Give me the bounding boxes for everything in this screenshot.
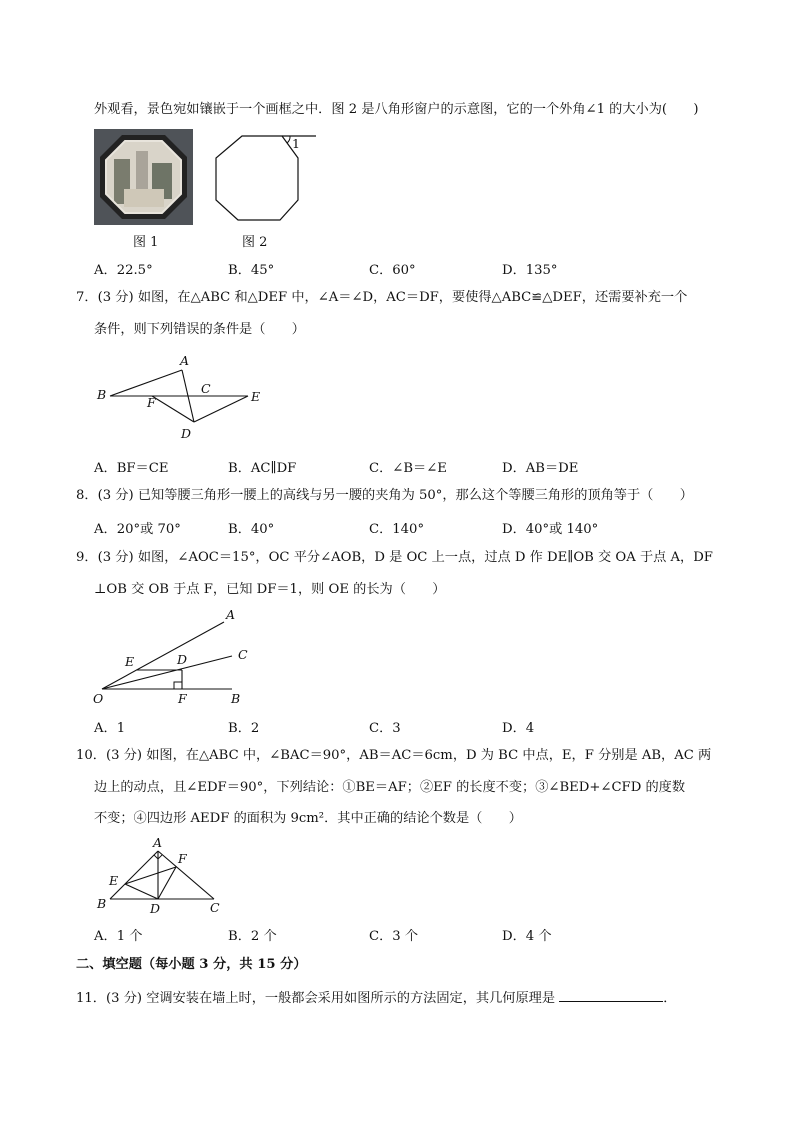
q10-label-c: C [210, 900, 220, 915]
q9-label-c: C [238, 647, 248, 662]
q7-option-d[interactable]: D．AB＝DE [502, 461, 579, 476]
q6-option-a[interactable]: A．22.5° [94, 263, 153, 278]
octagon-shape [216, 136, 298, 220]
q8-option-a[interactable]: A．20°或 70° [94, 522, 181, 537]
q7-stem-line2: 条件，则下列错误的条件是（ ） [94, 322, 305, 337]
q6-option-b[interactable]: B．45° [228, 263, 275, 278]
q11-stem-text: 11．(3 分) 空调安装在墙上时，一般都会采用如图所示的方法固定，其几何原理是 [76, 991, 556, 1006]
q10-label-f: F [178, 851, 187, 866]
q6-option-c[interactable]: C．60° [369, 263, 416, 278]
octagon-window-photo [94, 129, 193, 225]
q7-diagram [94, 352, 274, 442]
q10-diagram [94, 834, 234, 919]
angle-arc [287, 136, 290, 143]
q7-option-b[interactable]: B．AC∥DF [228, 461, 297, 476]
q8-option-c[interactable]: C．140° [369, 522, 425, 537]
q9-option-d[interactable]: D．4 [502, 721, 535, 736]
q10-option-d[interactable]: D．4 个 [502, 929, 552, 944]
q7-label-f: F [147, 395, 156, 410]
q9-label-a: A [226, 607, 236, 622]
q11-answer-blank[interactable] [559, 987, 663, 1002]
fig1-caption: 图 1 [133, 235, 159, 250]
q8-option-b[interactable]: B．40° [228, 522, 275, 537]
q7-label-b: B [97, 387, 107, 402]
q10-option-c[interactable]: C．3 个 [369, 929, 419, 944]
q10-option-a[interactable]: A．1 个 [94, 929, 143, 944]
angle-1-label: 1 [292, 136, 300, 151]
q9-option-b[interactable]: B．2 [228, 721, 260, 736]
q10-label-d: D [150, 901, 161, 916]
q9-label-b: B [231, 691, 241, 706]
q10-stem-line1: 10．(3 分) 如图，在△ABC 中，∠BAC＝90°，AB＝AC＝6cm，D 为 BC 中点，E，F 分别是 AB，AC 两 [76, 748, 712, 763]
octagon-diagram [210, 128, 330, 228]
q9-label-o: O [93, 691, 104, 706]
q6-option-d[interactable]: D．135° [502, 263, 558, 278]
q9-label-d: D [177, 652, 188, 667]
fig2-caption: 图 2 [242, 235, 268, 250]
q6-stem-line: 外观看，景色宛如镶嵌于一个画框之中．图 2 是八角形窗户的示意图，它的一个外角∠1 的大小为( ) [94, 102, 699, 117]
q8-option-d[interactable]: D．40°或 140° [502, 522, 599, 537]
q9-stem-line2: ⊥OB 交 OB 于点 F，已知 DF＝1，则 OE 的长为（ ） [94, 582, 446, 597]
q10-stem-line3: 不变；④四边形 AEDF 的面积为 9cm²．其中正确的结论个数是（ ） [94, 811, 522, 826]
q10-stem-line2: 边上的动点，且∠EDF＝90°，下列结论：①BE＝AF；②EF 的长度不变；③∠BED+∠CFD 的度数 [94, 780, 686, 795]
q9-diagram [92, 605, 262, 715]
q9-stem-line1: 9．(3 分) 如图，∠AOC＝15°，OC 平分∠AOB，D 是 OC 上一点，过点 D 作 DE∥OB 交 OA 于点 A，DF [76, 550, 713, 565]
q7-option-c[interactable]: C．∠B＝∠E [369, 461, 447, 476]
q11-stem-line [76, 987, 676, 1008]
q10-label-a: A [153, 835, 163, 850]
section-fill-in-title: 二、填空题（每小题 3 分，共 15 分） [76, 957, 307, 972]
q7-label-c: C [201, 381, 211, 396]
q7-label-d: D [181, 426, 192, 441]
q9-label-f: F [178, 691, 187, 706]
q9-option-a[interactable]: A．1 [94, 721, 126, 736]
q10-label-b: B [97, 896, 107, 911]
q9-label-e: E [125, 654, 135, 669]
q8-stem-line: 8．(3 分) 已知等腰三角形一腰上的高线与另一腰的夹角为 50°，那么这个等腰三角形的顶角等于（ ） [76, 488, 693, 503]
q11-tail: ． [663, 991, 677, 1006]
q10-option-b[interactable]: B．2 个 [228, 929, 277, 944]
q10-label-e: E [109, 873, 119, 888]
q7-label-a: A [180, 353, 190, 368]
q7-stem-line1: 7．(3 分) 如图，在△ABC 和△DEF 中，∠A＝∠D，AC＝DF，要使得△ABC≌△DEF，还需要补充一个 [76, 290, 688, 305]
q7-label-e: E [251, 389, 261, 404]
q7-option-a[interactable]: A．BF＝CE [94, 461, 169, 476]
q9-option-c[interactable]: C．3 [369, 721, 401, 736]
